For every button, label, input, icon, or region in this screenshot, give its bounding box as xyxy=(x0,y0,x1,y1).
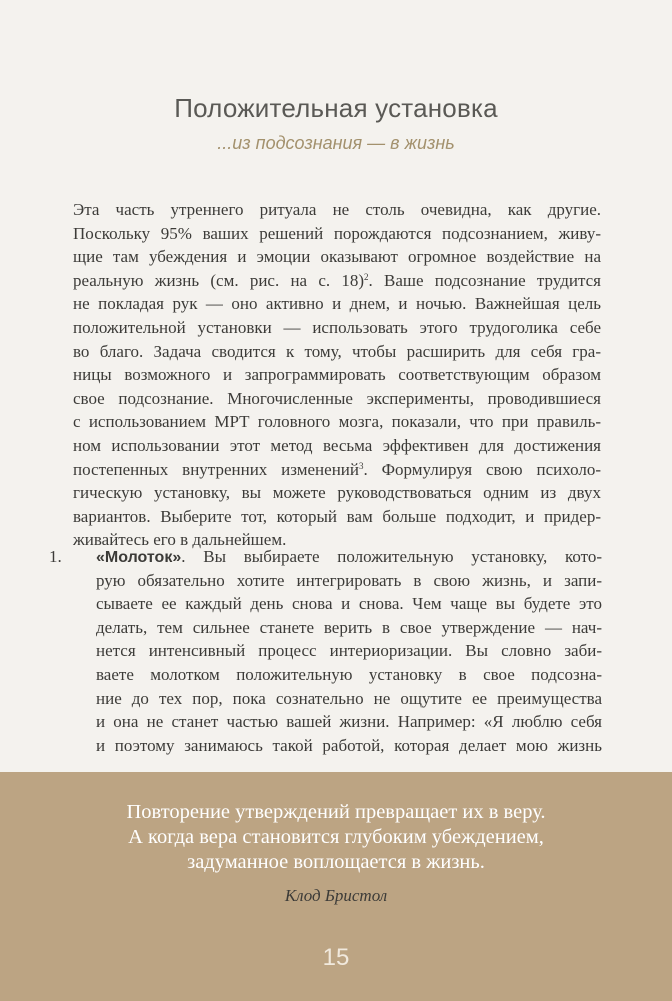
text-line: и поэтому занимаюсь такой работой, которая делает мою жизнь xyxy=(96,735,602,755)
quote-line: А когда вера становится глубоким убеждением, xyxy=(128,826,544,848)
text-line: ние до тех пор, пока сознательно не ощутите ее преимущества xyxy=(96,688,602,708)
footnote-ref: 2 xyxy=(364,271,369,282)
text-line: ном использовании этот метод весьма эффективен для достижения xyxy=(73,435,601,455)
quote-line: Повторение утверждений превращает их в веру. xyxy=(126,801,546,823)
text-line: щие там убеждения и эмоции оказывают огромное воздействие на xyxy=(73,247,601,267)
text-line: вариантов. Выберите тот, который вам больше подходит, и придер- xyxy=(73,506,601,526)
page-subtitle: ...из подсознания — в жизнь xyxy=(217,133,455,153)
text-line: Поскольку 95% ваших решений порождаются подсознанием, живу- xyxy=(73,223,601,243)
text-line: и она не станет частью вашей жизни. Например: «Я люблю себя xyxy=(96,712,602,732)
text-fragment: . Ваше подсознание трудится xyxy=(368,270,601,290)
text-line: с использованием МРТ головного мозга, показали, что при правиль- xyxy=(73,412,601,432)
quote-footer xyxy=(0,772,672,1001)
list-item-lines xyxy=(96,569,602,758)
quote-line: задуманное воплощается в жизнь. xyxy=(187,851,485,873)
list-number: 1. xyxy=(49,547,62,566)
text-line: сываете ее каждый день снова и снова. Чем чаще вы будете это xyxy=(96,594,602,614)
text-fragment: постепенных внутренних изменений xyxy=(73,459,359,479)
text-line xyxy=(73,458,601,482)
page-title: Положительная установка xyxy=(174,93,498,123)
quote-text xyxy=(0,800,672,875)
list-keyword: «Молоток» xyxy=(96,549,182,566)
text-line: нется интенсивный процесс интериоризации. Вы словно заби- xyxy=(96,641,602,661)
text-line: не покладая рук — оно активно и днем, и ночью. Важнейшая цель xyxy=(73,294,601,314)
text-fragment: . Формулируя свою психоло- xyxy=(363,459,601,479)
list-item-text xyxy=(96,545,602,569)
page-number: 15 xyxy=(322,944,350,971)
text-line: рую обязательно хотите интегрировать в свою жизнь, и запи- xyxy=(96,570,602,590)
footnote-ref: 3 xyxy=(358,460,364,471)
text-line: делать, тем сильнее станете верить в свое утверждение — нач- xyxy=(96,617,602,637)
text-line: во благо. Задача сводится к тому, чтобы расширить для себя гра- xyxy=(73,341,601,361)
text-line: ваете молотком положительную установку в свое подсозна- xyxy=(96,664,602,684)
text-line: ницы возможного и запрограммировать соответствующим образом xyxy=(73,365,601,385)
text-line: гическую установку, вы можете руководствоваться одним из двух xyxy=(73,483,601,503)
text-line: Эта часть утреннего ритуала не столь очевидна, как другие. xyxy=(73,200,601,219)
quote-author: Клод Бристол xyxy=(284,886,388,905)
text-fragment: реальную жизнь (см. рис. на с. 18) xyxy=(73,270,365,290)
text-line xyxy=(73,269,601,293)
text-line: живайтесь его в дальнейшем. xyxy=(73,530,287,550)
text-line: положительной установки — использовать этого трудоголика себе xyxy=(73,317,601,337)
text-line xyxy=(96,545,602,569)
text-line: свое подсознание. Многочисленные эксперименты, проводившиеся xyxy=(73,388,601,408)
text-fragment: . Вы выбираете положительную установку, кото- xyxy=(181,547,602,566)
intro-paragraph xyxy=(73,198,601,552)
